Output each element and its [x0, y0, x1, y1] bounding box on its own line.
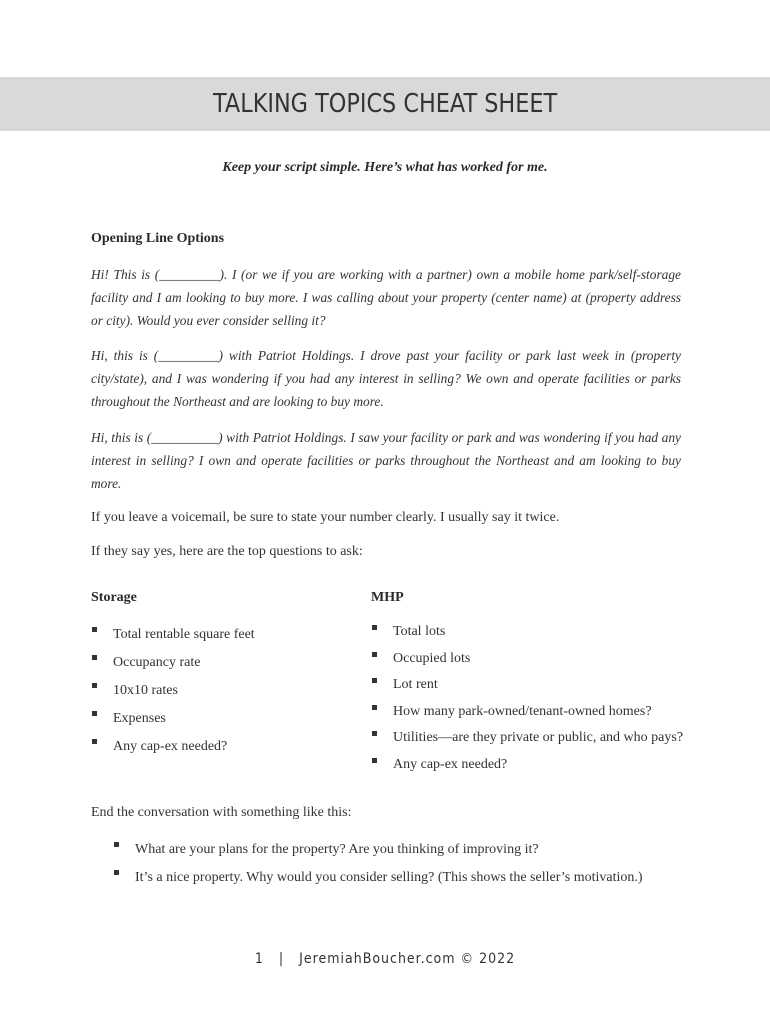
page-title: TALKING TOPICS CHEAT SHEET [212, 89, 558, 119]
opening-option-3: Hi, this is (__________) with Patriot Holdings. I saw your facility or park and was wondering if you had any interest in selling? I own and operate facilities or parks throughout the Northeast and am looking to buy more. [91, 430, 681, 491]
storage-list [91, 621, 255, 761]
list-item: What are your plans for the property? Are you thinking of improving it? [113, 836, 643, 864]
list-item: Total rentable square feet [91, 621, 255, 649]
storage-heading: Storage [91, 590, 137, 605]
list-item: Expenses [91, 705, 255, 733]
list-item: 10x10 rates [91, 677, 255, 705]
footer-site: JeremiahBoucher.com © 2022 [299, 951, 516, 967]
closing-intro: End the conversation with something like this: [91, 805, 352, 820]
opening-option-1: Hi! This is (_________). I (or we if you are working with a partner) own a mobile home park/self-storage facility and I am looking to buy more. I was calling about your property (center name) at (property address or city). Would you ever consider selling it? [91, 267, 681, 328]
list-item: Any cap-ex needed? [91, 733, 255, 761]
mhp-heading: MHP [371, 590, 404, 605]
list-item: Occupied lots [371, 646, 683, 673]
list-item: It’s a nice property. Why would you consider selling? (This shows the seller’s motivation.) [113, 864, 643, 892]
questions-intro: If they say yes, here are the top questions to ask: [91, 544, 363, 559]
title-band [0, 77, 770, 131]
opening-option-2: Hi, this is (_________) with Patriot Holdings. I drove past your facility or park last week in (property city/state), and I was wondering if you had any interest in selling? We own and operate facilities or parks throughout the Northeast and are looking to buy more. [91, 348, 681, 409]
list-item: Total lots [371, 619, 683, 646]
list-item: Any cap-ex needed? [371, 752, 683, 779]
voicemail-note: If you leave a voicemail, be sure to state your number clearly. I usually say it twice. [91, 510, 560, 525]
list-item: Lot rent [371, 672, 683, 699]
subtitle: Keep your script simple. Here’s what has worked for me. [222, 160, 548, 175]
mhp-list [371, 619, 683, 778]
list-item: Utilities—are they private or public, and who pays? [371, 725, 683, 752]
footer-separator: | [278, 951, 285, 967]
page-number: 1 [254, 951, 264, 967]
page-footer [0, 951, 770, 967]
list-item: How many park-owned/tenant-owned homes? [371, 699, 683, 726]
closing-list [113, 836, 643, 892]
list-item: Occupancy rate [91, 649, 255, 677]
opening-heading: Opening Line Options [91, 231, 225, 246]
